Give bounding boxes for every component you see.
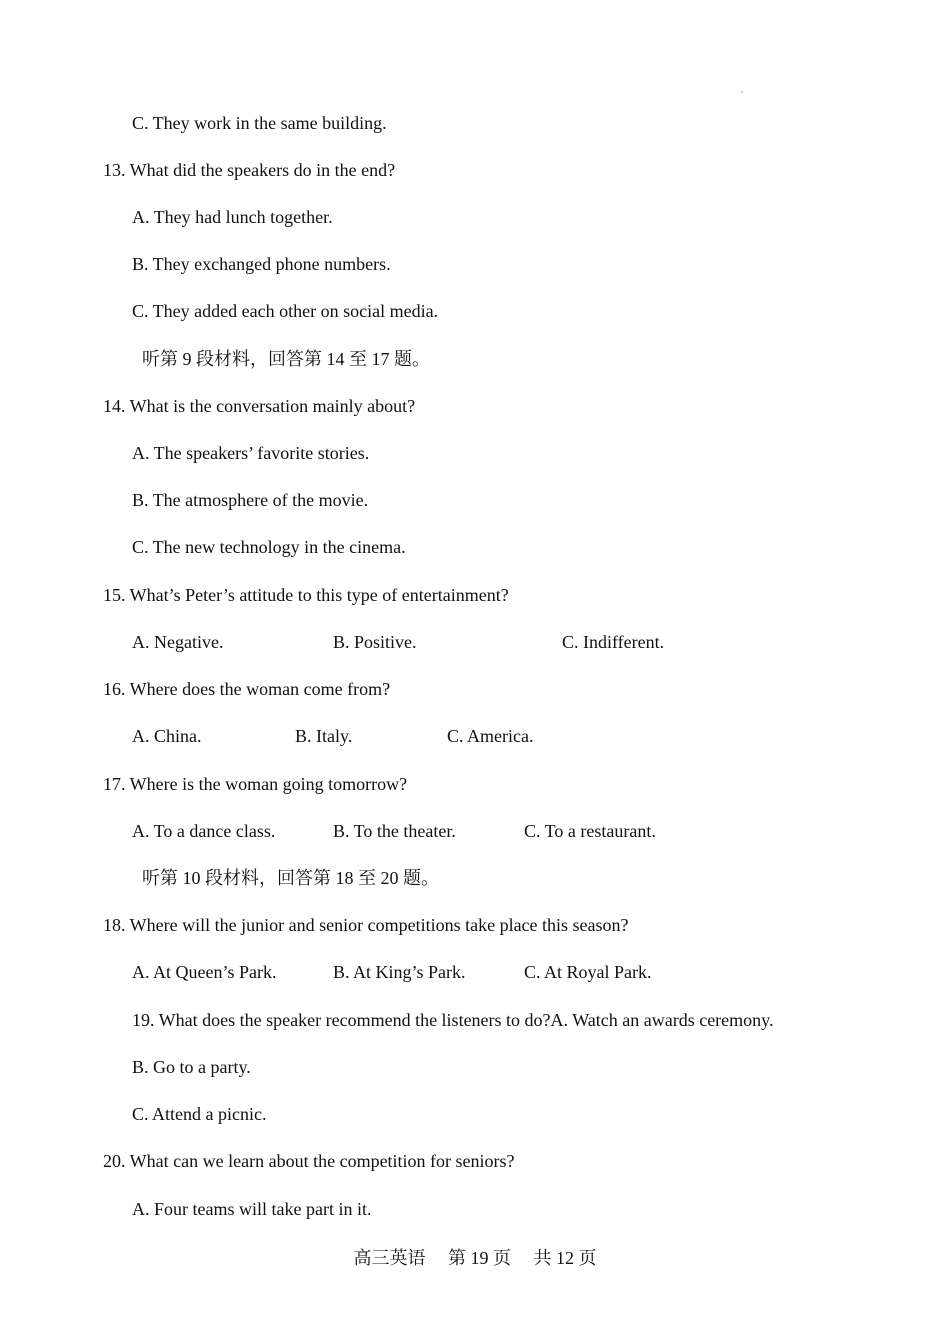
option-13a: A. They had lunch together. bbox=[132, 207, 333, 227]
question-17: 17. Where is the woman going tomorrow? bbox=[103, 774, 408, 794]
option-18b: B. At King’s Park. bbox=[333, 962, 466, 982]
question-20: 20. What can we learn about the competition for seniors? bbox=[103, 1151, 515, 1171]
option-15c: C. Indifferent. bbox=[562, 632, 665, 652]
option-16a: A. China. bbox=[132, 726, 202, 746]
options-row-16 bbox=[0, 725, 950, 747]
option-14a: A. The speakers’ favorite stories. bbox=[132, 443, 370, 463]
question-13: 13. What did the speakers do in the end? bbox=[103, 160, 396, 180]
footer-page-total: 共 12 页 bbox=[533, 1248, 597, 1268]
stray-dot bbox=[741, 91, 743, 93]
option-17c: C. To a restaurant. bbox=[524, 821, 656, 841]
question-15: 15. What’s Peter’s attitude to this type of entertainment? bbox=[103, 585, 509, 605]
option-17b: B. To the theater. bbox=[333, 821, 456, 841]
question-14: 14. What is the conversation mainly about? bbox=[103, 396, 416, 416]
option-15b: B. Positive. bbox=[333, 632, 417, 652]
question-19: 19. What does the speaker recommend the listeners to do?A. Watch an awards ceremony. bbox=[132, 1010, 774, 1030]
option-14b: B. The atmosphere of the movie. bbox=[132, 490, 369, 510]
option-16c: C. America. bbox=[447, 726, 534, 746]
page-footer bbox=[0, 1247, 950, 1269]
footer-subject: 高三英语 bbox=[353, 1248, 426, 1268]
option-13b: B. They exchanged phone numbers. bbox=[132, 254, 391, 274]
option-19c: C. Attend a picnic. bbox=[132, 1104, 267, 1124]
options-row-15 bbox=[0, 631, 950, 653]
options-row-17 bbox=[0, 820, 950, 842]
footer-page-number: 第 19 页 bbox=[448, 1248, 511, 1268]
option-19b: B. Go to a party. bbox=[132, 1057, 251, 1077]
option-20a: A. Four teams will take part in it. bbox=[132, 1199, 372, 1219]
option-17a: A. To a dance class. bbox=[132, 821, 276, 841]
question-18: 18. Where will the junior and senior competitions take place this season? bbox=[103, 915, 629, 935]
option-13c: C. They added each other on social media. bbox=[132, 301, 439, 321]
section-heading-9: 听第 9 段材料，回答第 14 至 17 题。 bbox=[142, 349, 430, 369]
option-12c: C. They work in the same building. bbox=[132, 113, 387, 133]
question-16: 16. Where does the woman come from? bbox=[103, 679, 391, 699]
options-row-18 bbox=[0, 961, 950, 983]
section-heading-10: 听第 10 段材料，回答第 18 至 20 题。 bbox=[142, 868, 439, 888]
option-14c: C. The new technology in the cinema. bbox=[132, 537, 406, 557]
option-15a: A. Negative. bbox=[132, 632, 224, 652]
option-18a: A. At Queen’s Park. bbox=[132, 962, 277, 982]
option-18c: C. At Royal Park. bbox=[524, 962, 652, 982]
option-16b: B. Italy. bbox=[295, 726, 353, 746]
